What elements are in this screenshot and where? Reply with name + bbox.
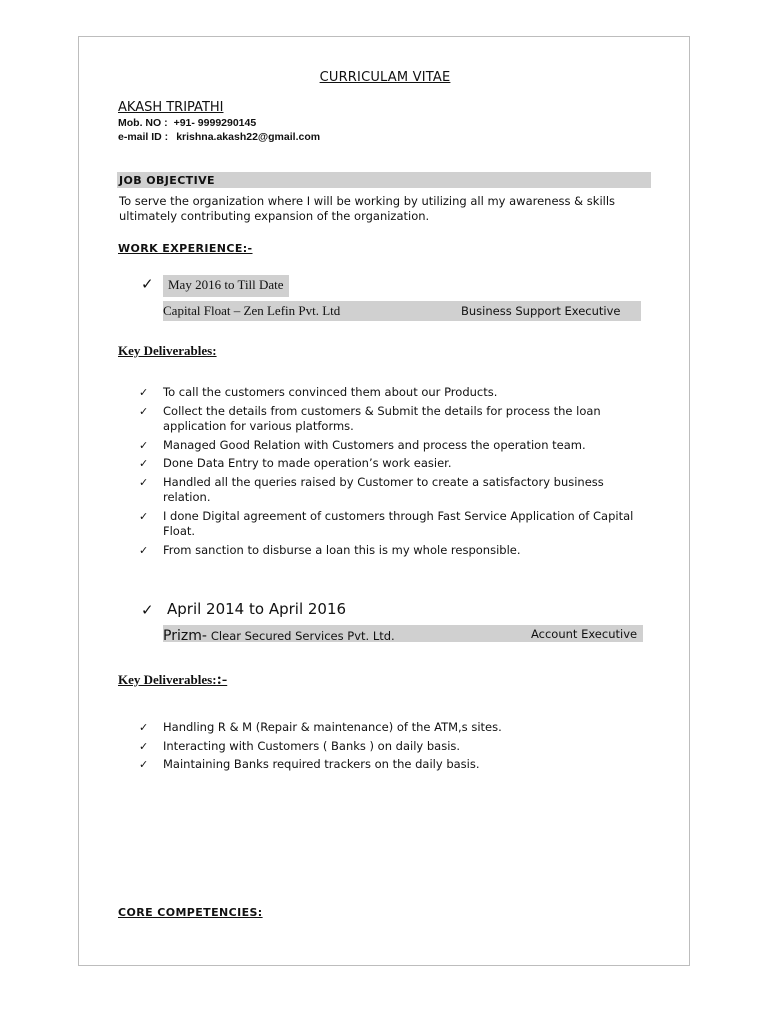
job2-dates: April 2014 to April 2016 bbox=[167, 600, 347, 618]
job1-company bbox=[163, 301, 461, 321]
job2-company-text: Clear Secured Services Pvt. Ltd. bbox=[210, 629, 395, 643]
email-line bbox=[118, 131, 320, 143]
check-icon: ✓ bbox=[139, 739, 149, 753]
job1-deliverables-list bbox=[139, 385, 653, 561]
document-title: CURRICULAM VITAE bbox=[319, 70, 451, 85]
check-icon: ✓ bbox=[139, 543, 149, 557]
job1-role: Business Support Executive bbox=[461, 301, 641, 321]
mobile-label: Mob. NO : bbox=[118, 117, 168, 129]
job-objective-text: To serve the organization where I will be working by utilizing all my awareness & skills ultimately contributing expansion of the organization. bbox=[119, 194, 616, 223]
list-item: ✓ Done Data Entry to made operation’s work easier. bbox=[139, 456, 452, 470]
list-item: ✓ Interacting with Customers ( Banks ) on daily basis. bbox=[139, 738, 461, 753]
job-objective-heading: JOB OBJECTIVE bbox=[119, 174, 215, 187]
check-icon: ✓ bbox=[139, 721, 149, 734]
job2-company-prefix: Prizm- bbox=[163, 628, 207, 644]
resume-page bbox=[78, 36, 690, 966]
job2-role: Account Executive bbox=[531, 627, 638, 641]
list-item: ✓ Handled all the queries raised by Customer to create a satisfactory business relation. bbox=[139, 474, 604, 504]
check-icon: ✓ bbox=[141, 275, 154, 293]
check-icon: ✓ bbox=[139, 758, 149, 771]
list-item: ✓ To call the customers convinced them about our Products. bbox=[139, 385, 498, 399]
candidate-name: AKASH TRIPATHI bbox=[118, 100, 224, 115]
job1-deliverables-heading: Key Deliverables: bbox=[118, 343, 217, 358]
check-icon: ✓ bbox=[139, 509, 149, 523]
check-icon: ✓ bbox=[139, 475, 149, 489]
list-item: ✓ Maintaining Banks required trackers on the daily basis. bbox=[139, 757, 480, 771]
check-icon: ✓ bbox=[139, 457, 149, 470]
core-competencies-heading: CORE COMPETENCIES: bbox=[118, 906, 263, 919]
list-item: ✓ I done Digital agreement of customers through Fast Service Application of Capital Float. bbox=[139, 508, 634, 538]
list-item: ✓ From sanction to disburse a loan this is my whole responsible. bbox=[139, 542, 521, 557]
check-icon: ✓ bbox=[139, 438, 149, 452]
email-label: e-mail ID : bbox=[118, 131, 169, 143]
work-experience-heading: WORK EXPERIENCE:- bbox=[118, 242, 253, 255]
check-icon: ✓ bbox=[141, 601, 154, 619]
job2-deliverables-list bbox=[139, 720, 653, 776]
mobile-value: +91- 9999290145 bbox=[173, 117, 257, 129]
email-value: krishna.akash22@gmail.com bbox=[176, 131, 321, 143]
job1-dates: May 2016 to Till Date bbox=[163, 275, 289, 297]
job1-company-text: Capital Float – Zen Lefin Pvt. Ltd bbox=[163, 303, 341, 318]
mobile-line bbox=[118, 117, 256, 129]
job2-deliverables-heading: Key Deliverables::- bbox=[118, 671, 228, 688]
check-icon: ✓ bbox=[139, 386, 149, 399]
list-item: ✓ Handling R & M (Repair & maintenance) of the ATM,s sites. bbox=[139, 720, 502, 734]
list-item: ✓ Managed Good Relation with Customers and process the operation team. bbox=[139, 437, 586, 452]
list-item: ✓ Collect the details from customers & Submit the details for process the loan application for various platforms. bbox=[139, 403, 601, 433]
check-icon: ✓ bbox=[139, 404, 149, 418]
